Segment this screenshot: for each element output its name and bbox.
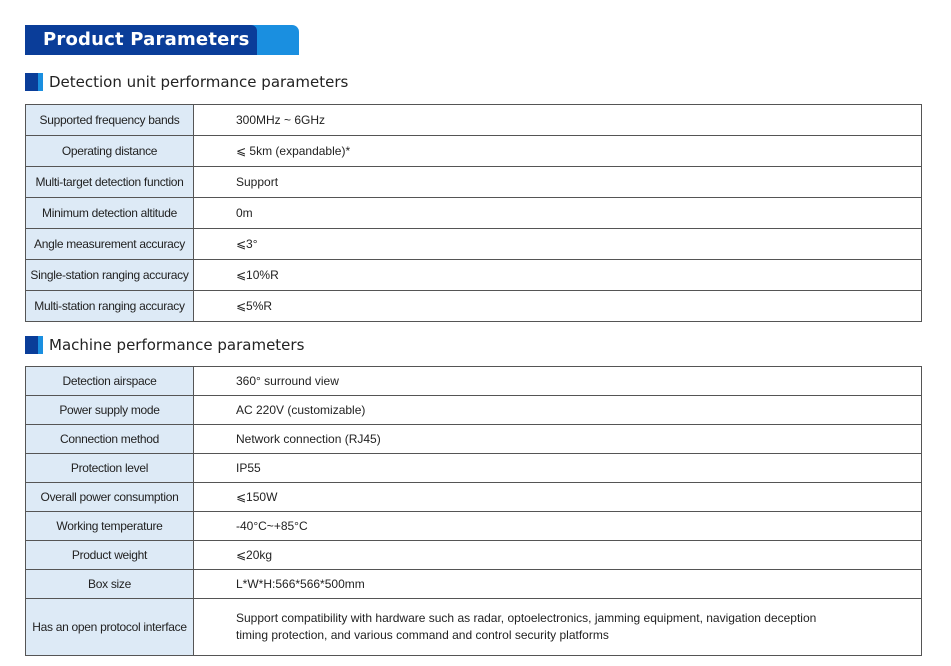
table-row bbox=[26, 483, 922, 512]
detection-unit-params-table bbox=[25, 104, 922, 322]
param-label: Has an open protocol interface bbox=[26, 599, 194, 656]
param-label: Product weight bbox=[26, 541, 194, 570]
section-title: Machine performance parameters bbox=[49, 336, 305, 354]
param-value: Support bbox=[194, 167, 922, 198]
section-title: Detection unit performance parameters bbox=[49, 73, 349, 91]
table-row bbox=[26, 367, 922, 396]
param-label: Connection method bbox=[26, 425, 194, 454]
param-value bbox=[194, 599, 922, 656]
param-label: Angle measurement accuracy bbox=[26, 229, 194, 260]
param-value: 300MHz ~ 6GHz bbox=[194, 105, 922, 136]
param-value: 360° surround view bbox=[194, 367, 922, 396]
param-value: ⩽150W bbox=[194, 483, 922, 512]
section-marker-icon bbox=[25, 336, 43, 354]
param-value: 0m bbox=[194, 198, 922, 229]
param-label: Box size bbox=[26, 570, 194, 599]
param-label: Overall power consumption bbox=[26, 483, 194, 512]
machine-params-table bbox=[25, 366, 922, 656]
table-row bbox=[26, 260, 922, 291]
banner-accent-tab bbox=[251, 25, 299, 55]
param-label: Multi-target detection function bbox=[26, 167, 194, 198]
param-label: Operating distance bbox=[26, 136, 194, 167]
table-row bbox=[26, 396, 922, 425]
param-value: Network connection (RJ45) bbox=[194, 425, 922, 454]
param-label: Minimum detection altitude bbox=[26, 198, 194, 229]
table-row bbox=[26, 570, 922, 599]
table-row bbox=[26, 105, 922, 136]
param-label: Protection level bbox=[26, 454, 194, 483]
table-row bbox=[26, 454, 922, 483]
table-row bbox=[26, 425, 922, 454]
param-value-line: Support compatibility with hardware such as radar, optoelectronics, jamming equipment, navigation deception bbox=[236, 611, 817, 625]
param-value: -40°C~+85°C bbox=[194, 512, 922, 541]
param-label: Multi-station ranging accuracy bbox=[26, 291, 194, 322]
param-value: ⩽3° bbox=[194, 229, 922, 260]
table-row bbox=[26, 541, 922, 570]
param-value-line: timing protection, and various command and control security platforms bbox=[236, 628, 609, 642]
param-value: IP55 bbox=[194, 454, 922, 483]
param-value: ⩽20kg bbox=[194, 541, 922, 570]
section-heading-detection-unit bbox=[25, 72, 348, 92]
param-label: Single-station ranging accuracy bbox=[26, 260, 194, 291]
param-label: Power supply mode bbox=[26, 396, 194, 425]
section-heading-machine bbox=[25, 335, 304, 355]
param-value: AC 220V (customizable) bbox=[194, 396, 922, 425]
table-row bbox=[26, 599, 922, 656]
table-row bbox=[26, 167, 922, 198]
param-value: ⩽5%R bbox=[194, 291, 922, 322]
param-label: Detection airspace bbox=[26, 367, 194, 396]
section-marker-icon bbox=[25, 73, 43, 91]
product-parameters-banner bbox=[25, 25, 273, 55]
param-label: Working temperature bbox=[26, 512, 194, 541]
param-value: ⩽10%R bbox=[194, 260, 922, 291]
page-title: Product Parameters bbox=[43, 29, 250, 50]
param-value: L*W*H:566*566*500mm bbox=[194, 570, 922, 599]
table-row bbox=[26, 512, 922, 541]
table-row bbox=[26, 229, 922, 260]
table-row bbox=[26, 198, 922, 229]
param-value: ⩽ 5km (expandable)* bbox=[194, 136, 922, 167]
param-label: Supported frequency bands bbox=[26, 105, 194, 136]
table-row bbox=[26, 136, 922, 167]
table-row bbox=[26, 291, 922, 322]
